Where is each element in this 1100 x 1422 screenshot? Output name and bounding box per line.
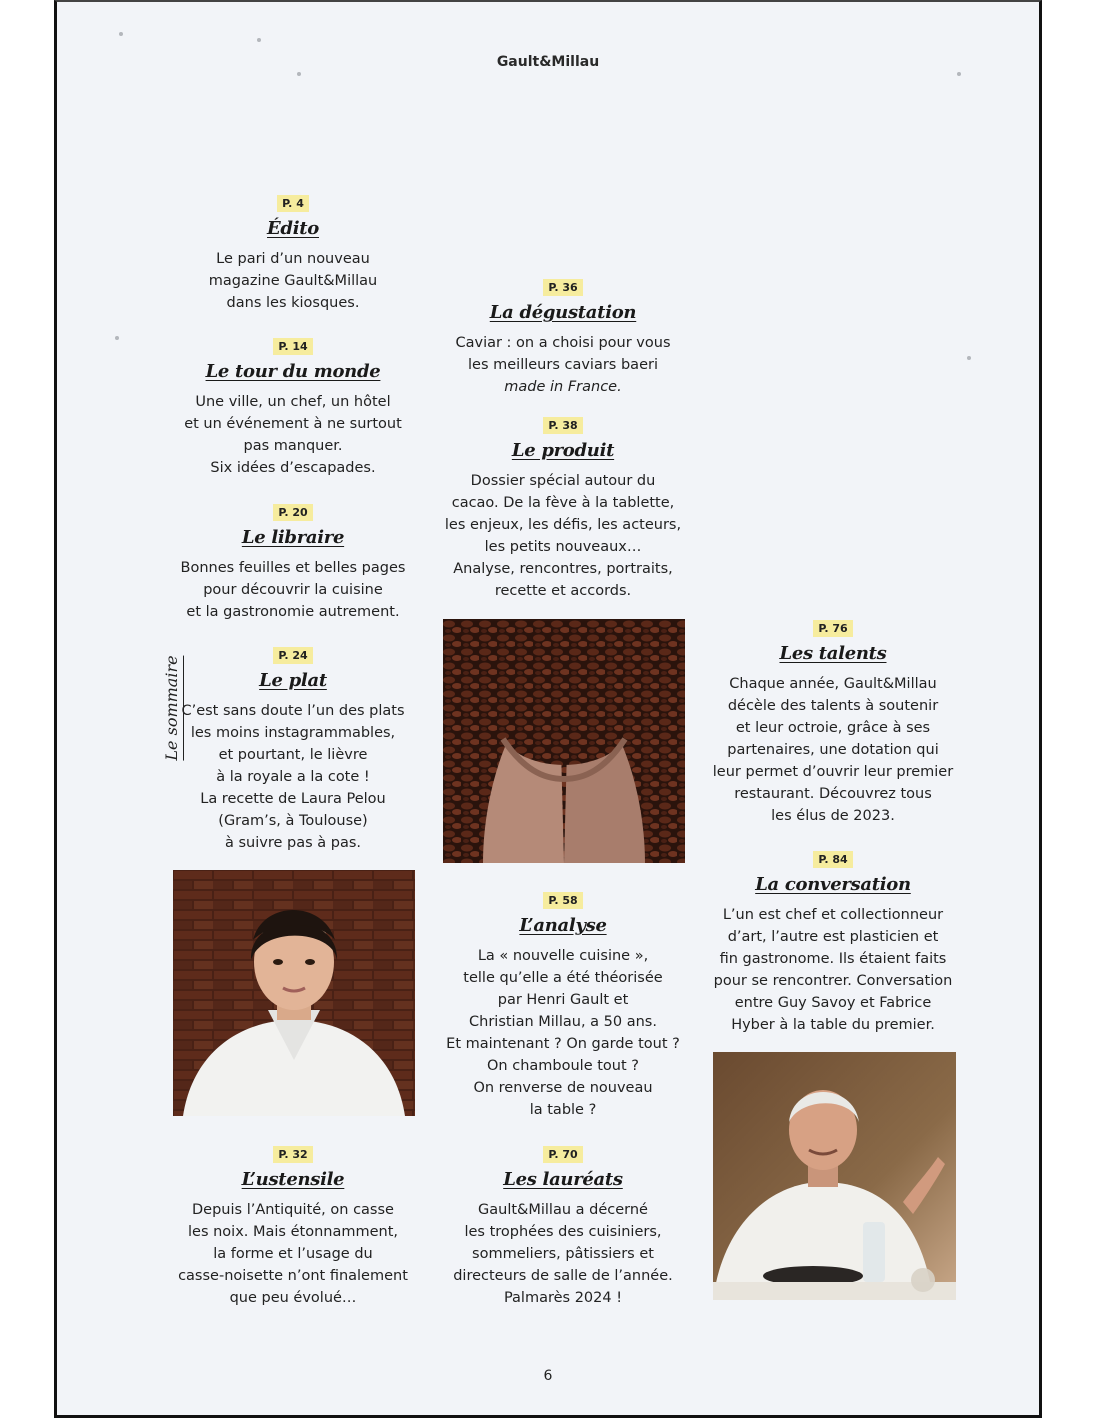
page-badge: P. 14 [273, 338, 312, 355]
section-label: Le sommaire [162, 655, 184, 760]
entry-title[interactable]: Le libraire [241, 527, 345, 548]
entry-title[interactable]: Le plat [259, 670, 327, 691]
toc-entry-conversation[interactable] [703, 848, 963, 1036]
paper-speck [257, 38, 261, 42]
chef-at-table-photo [713, 1052, 956, 1300]
entry-title[interactable]: Le produit [511, 440, 615, 461]
entry-title[interactable]: L’analyse [519, 915, 607, 936]
entry-description: Dossier spécial autour du cacao. De la fève à la tablette, les enjeux, les défis, les acteurs, les petits nouveaux… Analyse, rencontres, portraits, recette et accords. [444, 473, 682, 599]
toc-entry-produit[interactable] [433, 414, 693, 602]
entry-description: L’un est chef et collectionneur d’art, l’autre est plasticien et fin gastronome. Ils étaient faits pour se rencontrer. Conversation entre Guy Savoy et Fabrice Hyber à la table du premier. [713, 907, 953, 1033]
toc-entry-ustensile[interactable] [163, 1143, 423, 1309]
page-badge: P. 24 [273, 647, 312, 664]
page-badge: P. 84 [813, 851, 852, 868]
entry-description: C’est sans doute l’un des plats les moins instagrammables, et pourtant, le lièvre à la royale a la cote ! La recette de Laura Pelou (Gram’s, à Toulouse) à suivre pas à pas. [181, 703, 405, 851]
toc-entry-tour-du-monde[interactable] [163, 335, 423, 479]
page-badge: P. 70 [543, 1146, 582, 1163]
masthead: Gault&Millau [496, 54, 600, 70]
magazine-page [54, 0, 1042, 1418]
entry-description: La « nouvelle cuisine », telle qu’elle a été théorisée par Henri Gault et Christian Millau, a 50 ans. Et maintenant ? On garde tout ? On chamboule tout ? On renverse de nouveau la table ? [446, 948, 680, 1118]
entry-description: Chaque année, Gault&Millau décèle des talents à soutenir et leur octroie, grâce à ses partenaires, une dotation qui leur permet d’ouvrir leur premier restaurant. Découvrez tous les élus de 2023. [712, 676, 954, 824]
toc-entry-laureats[interactable] [433, 1143, 693, 1309]
entry-title[interactable]: L’ustensile [241, 1169, 345, 1190]
page-badge: P. 38 [543, 417, 582, 434]
cocoa-beans-photo [443, 619, 685, 863]
toc-entry-degustation[interactable] [433, 276, 693, 398]
paper-speck [119, 32, 123, 36]
entry-description: Le pari d’un nouveau magazine Gault&Millau dans les kiosques. [208, 251, 378, 311]
page-badge: P. 20 [273, 504, 312, 521]
entry-description: Depuis l’Antiquité, on casse les noix. Mais étonnamment, la forme et l’usage du casse-noisette n’ont finalement que peu évolué… [178, 1202, 408, 1306]
toc-entry-plat[interactable] [163, 644, 423, 854]
chef-portrait-photo [173, 870, 415, 1116]
paper-speck [957, 72, 961, 76]
toc-entry-edito[interactable] [163, 192, 423, 314]
page-number: 6 [543, 1368, 553, 1384]
paper-speck [115, 336, 119, 340]
toc-entry-talents[interactable] [703, 617, 963, 827]
paper-speck [967, 356, 971, 360]
entry-description: Une ville, un chef, un hôtel et un événement à ne surtout pas manquer. Six idées d’escapades. [184, 394, 402, 476]
page-badge: P. 4 [277, 195, 309, 212]
entry-title[interactable]: La conversation [755, 874, 911, 895]
entry-title[interactable]: Les lauréats [503, 1169, 623, 1190]
paper-speck [297, 72, 301, 76]
entry-title[interactable]: Édito [267, 218, 319, 239]
toc-entry-libraire[interactable] [163, 501, 423, 623]
entry-title[interactable]: La dégustation [489, 302, 637, 323]
page-badge: P. 36 [543, 279, 582, 296]
entry-description: Bonnes feuilles et belles pages pour découvrir la cuisine et la gastronomie autrement. [180, 560, 406, 620]
entry-description: Caviar : on a choisi pour vous les meilleurs caviars baeri made in France. [455, 335, 671, 395]
entry-title[interactable]: Les talents [779, 643, 887, 664]
page-badge: P. 76 [813, 620, 852, 637]
page-badge: P. 58 [543, 892, 582, 909]
entry-title[interactable]: Le tour du monde [205, 361, 381, 382]
toc-entry-analyse[interactable] [433, 889, 693, 1121]
entry-description: Gault&Millau a décerné les trophées des cuisiniers, sommeliers, pâtissiers et directeurs de salle de l’année. Palmarès 2024 ! [453, 1202, 673, 1306]
page-badge: P. 32 [273, 1146, 312, 1163]
